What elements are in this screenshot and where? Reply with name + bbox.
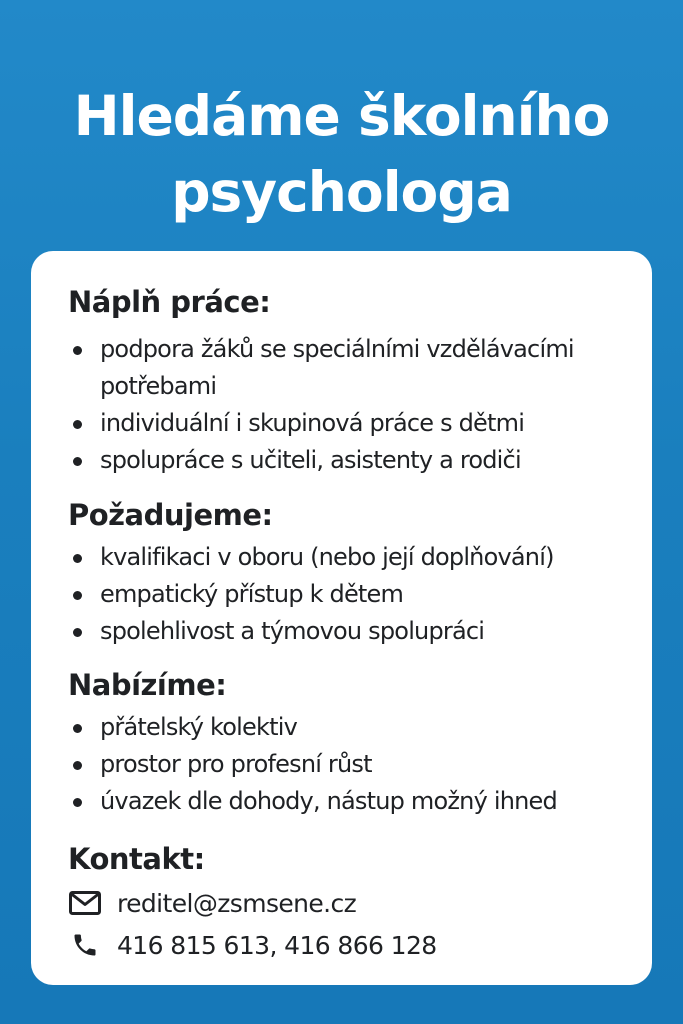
section-heading-kontakt: Kontakt: [68, 842, 205, 876]
list-item [68, 746, 648, 783]
contact-phone[interactable]: 416 815 613, 416 866 128 [117, 930, 437, 960]
bullet-icon [73, 420, 82, 429]
list-pozadujeme [68, 539, 648, 650]
contact-email[interactable]: reditel@zsmsene.cz [117, 888, 357, 918]
list-item [68, 442, 648, 479]
bullet-icon [73, 798, 82, 807]
list-item-text: kvalifikaci v oboru (nebo její doplňování) [100, 543, 554, 571]
bullet-icon [73, 346, 82, 355]
bullet-icon [73, 457, 82, 466]
list-item-text: podpora žáků se speciálními vzdělávacími potřebami [100, 335, 574, 400]
page-title-line-1: Hledáme školního [73, 84, 610, 148]
contact-phone-row [68, 925, 437, 965]
list-item [68, 613, 648, 650]
content-card [31, 251, 652, 985]
list-item-text: empatický přístup k dětem [100, 580, 404, 608]
list-item [68, 709, 648, 746]
contact-email-row [68, 883, 356, 923]
list-item-text: prostor pro profesní růst [100, 750, 372, 778]
bullet-icon [73, 591, 82, 600]
list-item-text: přátelský kolektiv [100, 713, 297, 741]
list-item-text: úvazek dle dohody, nástup možný ihned [100, 787, 557, 815]
section-heading-napln: Náplň práce: [68, 285, 271, 319]
page-title [0, 78, 683, 230]
list-nabizime [68, 709, 648, 820]
list-item-text: spolupráce s učiteli, asistenty a rodiči [100, 446, 521, 474]
bullet-icon [73, 554, 82, 563]
list-item [68, 331, 648, 405]
list-item [68, 576, 648, 613]
list-item [68, 539, 648, 576]
envelope-icon [68, 889, 102, 917]
phone-icon [68, 931, 102, 959]
bullet-icon [73, 724, 82, 733]
list-item-text: spolehlivost a týmovou spolupráci [100, 617, 485, 645]
page-title-line-2: psychologa [171, 160, 512, 224]
list-item [68, 405, 648, 442]
list-item-text: individuální i skupinová práce s dětmi [100, 409, 525, 437]
bullet-icon [73, 628, 82, 637]
section-heading-pozadujeme: Požadujeme: [68, 498, 273, 532]
bullet-icon [73, 761, 82, 770]
list-item [68, 783, 648, 820]
list-napln [68, 331, 648, 479]
section-heading-nabizime: Nabízíme: [68, 668, 227, 702]
